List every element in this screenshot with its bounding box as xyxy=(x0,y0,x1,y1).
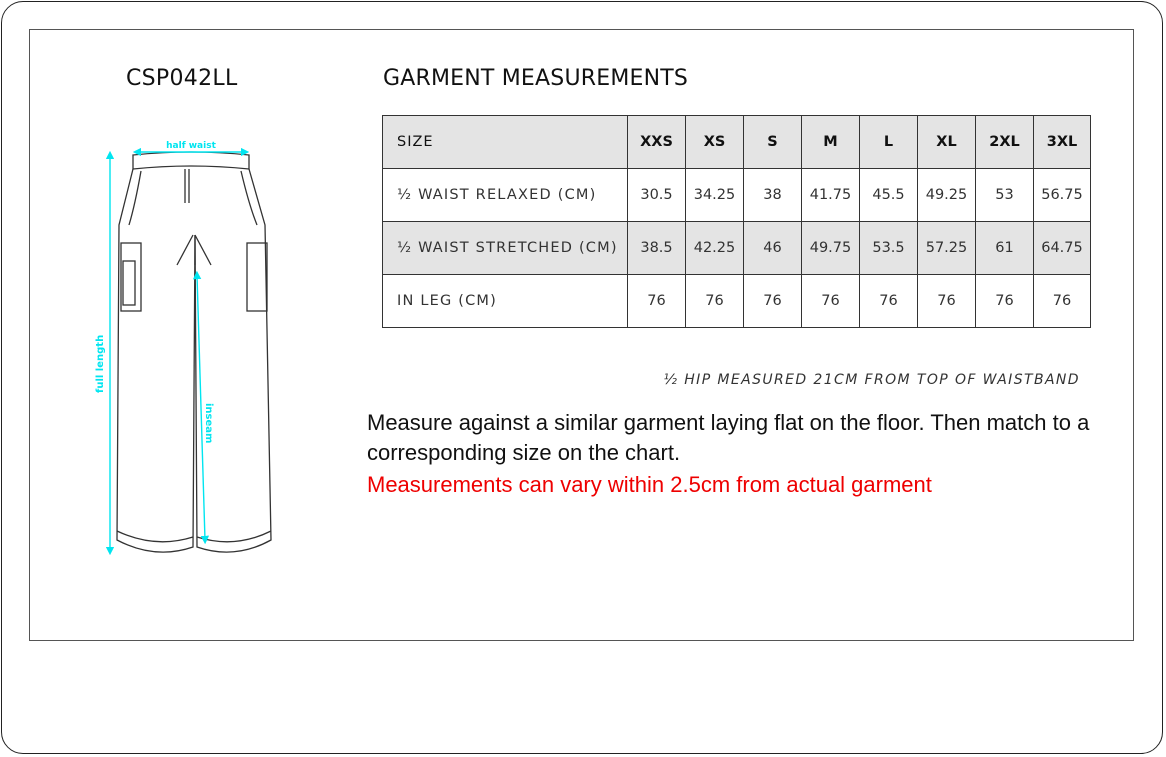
table-cell: 41.75 xyxy=(802,169,860,222)
table-cell: 76 xyxy=(918,275,976,328)
size-l: L xyxy=(860,116,918,169)
size-s: S xyxy=(744,116,802,169)
size-header-label: SIZE xyxy=(383,116,628,169)
size-2xl: 2XL xyxy=(976,116,1034,169)
table-cell: 56.75 xyxy=(1034,169,1091,222)
row-label-waist-relaxed: ½ WAIST RELAXED (CM) xyxy=(383,169,628,222)
variance-note: Measurements can vary within 2.5cm from actual garment xyxy=(367,472,932,497)
full-length-label: full length xyxy=(95,334,106,393)
size-m: M xyxy=(802,116,860,169)
table-cell: 49.75 xyxy=(802,222,860,275)
inseam-label: inseam xyxy=(203,403,214,444)
size-xxs: XXS xyxy=(628,116,686,169)
table-row xyxy=(383,169,1091,222)
table-cell: 49.25 xyxy=(918,169,976,222)
half-waist-label: half waist xyxy=(166,141,216,151)
section-title: GARMENT MEASUREMENTS xyxy=(383,66,689,91)
size-header-row xyxy=(383,116,1091,169)
table-row xyxy=(383,275,1091,328)
table-cell: 76 xyxy=(802,275,860,328)
table-row xyxy=(383,222,1091,275)
table-cell: 76 xyxy=(686,275,744,328)
table-cell: 30.5 xyxy=(628,169,686,222)
table-cell: 64.75 xyxy=(1034,222,1091,275)
table-cell: 76 xyxy=(976,275,1034,328)
row-label-waist-stretched: ½ WAIST STRETCHED (CM) xyxy=(383,222,628,275)
row-label-in-leg: IN LEG (CM) xyxy=(383,275,628,328)
size-3xl: 3XL xyxy=(1034,116,1091,169)
table-cell: 61 xyxy=(976,222,1034,275)
trousers-outline xyxy=(117,152,271,552)
trousers-diagram xyxy=(85,135,285,565)
hip-note: ½ HIP MEASURED 21CM FROM TOP OF WAISTBAND xyxy=(663,372,1080,388)
table-cell: 53.5 xyxy=(860,222,918,275)
size-chart-table xyxy=(382,115,1091,328)
table-cell: 57.25 xyxy=(918,222,976,275)
table-cell: 76 xyxy=(744,275,802,328)
table-cell: 76 xyxy=(1034,275,1091,328)
table-cell: 42.25 xyxy=(686,222,744,275)
table-cell: 34.25 xyxy=(686,169,744,222)
table-cell: 38.5 xyxy=(628,222,686,275)
table-cell: 76 xyxy=(860,275,918,328)
table-cell: 38 xyxy=(744,169,802,222)
size-xl: XL xyxy=(918,116,976,169)
table-cell: 45.5 xyxy=(860,169,918,222)
size-xs: XS xyxy=(686,116,744,169)
table-cell: 76 xyxy=(628,275,686,328)
table-cell: 53 xyxy=(976,169,1034,222)
product-code: CSP042LL xyxy=(126,66,238,91)
table-cell: 46 xyxy=(744,222,802,275)
instructions-text: Measure against a similar garment laying flat on the floor. Then match to a corresponding size on the chart. xyxy=(367,410,1090,465)
